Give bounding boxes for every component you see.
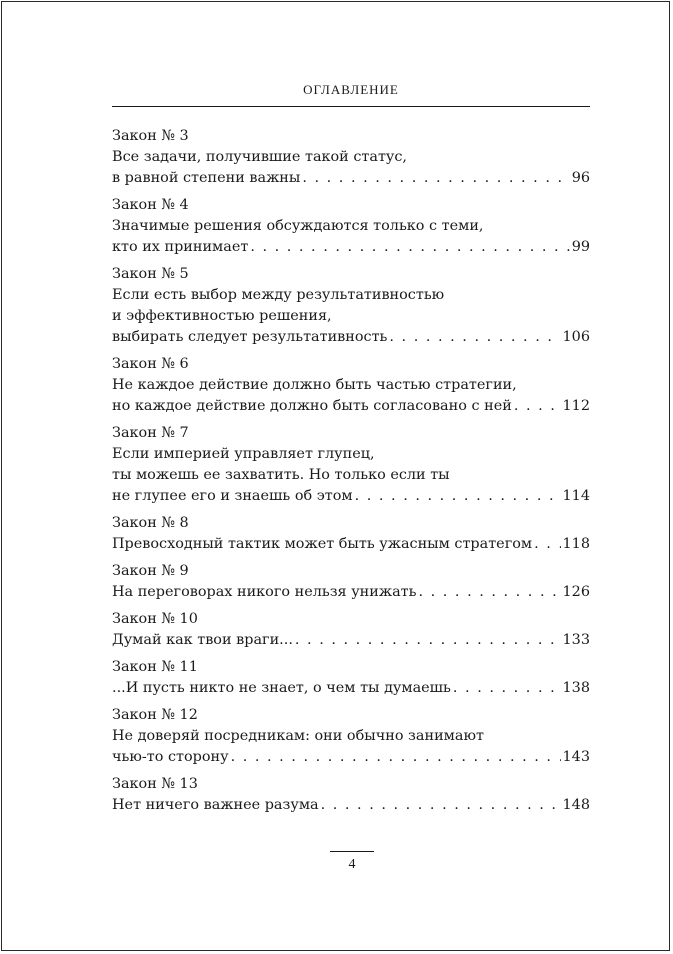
toc-last-line	[112, 237, 590, 258]
toc-title-line: Не доверяй посредникам: они обычно занимают	[112, 728, 484, 744]
dot-leader	[355, 486, 561, 507]
running-head: ОГЛАВЛЕНИЕ	[303, 82, 399, 97]
toc-title-line: и эффективностью решения,	[112, 308, 332, 324]
toc-title-line: Превосходный тактик может быть ужасным стратегом	[112, 536, 533, 552]
dot-leader	[250, 237, 569, 258]
toc-entry[interactable]	[112, 195, 590, 258]
dot-leader	[389, 327, 560, 348]
header-rule	[112, 106, 590, 107]
toc-last-line	[112, 168, 590, 189]
toc-last-line	[112, 747, 590, 768]
dot-leader	[418, 582, 560, 603]
toc-page-number[interactable]: 118	[562, 536, 590, 552]
toc-title-line: Не каждое действие должно быть частью стратегии,	[112, 377, 517, 393]
toc-entry[interactable]	[112, 264, 590, 348]
toc-title-line: кто их принимает	[112, 239, 249, 255]
toc-page-number[interactable]: 126	[562, 584, 590, 600]
toc-law-number: Закон № 13	[112, 776, 198, 792]
toc-law-number: Закон № 7	[112, 425, 189, 441]
toc-entry[interactable]	[112, 609, 590, 651]
toc-title-line: Думай как твои враги...	[112, 632, 293, 648]
toc-law-number: Закон № 8	[112, 515, 189, 531]
toc-entry[interactable]	[112, 774, 590, 816]
toc-title-line: чью-то сторону	[112, 749, 229, 765]
dot-leader	[302, 168, 569, 189]
toc-page-number[interactable]: 96	[571, 170, 590, 186]
toc-page-number[interactable]: 143	[562, 749, 590, 765]
toc-title-line: выбирать следует результативность	[112, 329, 388, 345]
toc-last-line	[112, 534, 590, 555]
toc-title-line: Все задачи, получившие такой статус,	[112, 149, 408, 165]
toc-law-number: Закон № 6	[112, 356, 189, 372]
toc-title-line: Значимые решения обсуждаются только с теми,	[112, 218, 484, 234]
toc-page-number[interactable]: 138	[562, 680, 590, 696]
dot-leader	[295, 630, 561, 651]
toc-law-number: Закон № 10	[112, 611, 198, 627]
toc-entry[interactable]	[112, 561, 590, 603]
toc-title-line: в равной степени важны	[112, 170, 301, 186]
toc-law-number: Закон № 5	[112, 266, 189, 282]
toc-page-number[interactable]: 114	[562, 488, 590, 504]
toc-law-number: Закон № 3	[112, 128, 189, 144]
toc-title-line: но каждое действие должно быть согласовано с ней	[112, 398, 512, 414]
toc-last-line	[112, 630, 590, 651]
toc-title-line: не глупее его и знаешь об этом	[112, 488, 353, 504]
toc-last-line	[112, 582, 590, 603]
toc-law-number: Закон № 4	[112, 197, 189, 213]
toc-law-number: Закон № 9	[112, 563, 189, 579]
toc-title-line: Нет ничего важнее разума	[112, 797, 319, 813]
toc-title-line: ...И пусть никто не знает, о чем ты думаешь	[112, 680, 451, 696]
toc-law-number: Закон № 11	[112, 659, 198, 675]
dot-leader	[534, 534, 560, 555]
footer-rule	[330, 851, 374, 852]
toc-last-line	[112, 795, 590, 816]
toc-title-line: Если империей управляет глупец,	[112, 446, 375, 462]
dot-leader	[321, 795, 561, 816]
toc-entry[interactable]	[112, 423, 590, 507]
toc-entry[interactable]	[112, 126, 590, 189]
toc-page-number[interactable]: 99	[571, 239, 590, 255]
dot-leader	[514, 396, 561, 417]
toc-law-number: Закон № 12	[112, 707, 198, 723]
toc-last-line	[112, 486, 590, 507]
toc-entry[interactable]	[112, 705, 590, 768]
toc-entry[interactable]	[112, 354, 590, 417]
dot-leader	[453, 678, 561, 699]
toc-page-number[interactable]: 112	[562, 398, 590, 414]
toc-page-number[interactable]: 148	[562, 797, 590, 813]
toc-page-number[interactable]: 106	[562, 329, 590, 345]
toc-entry[interactable]	[112, 657, 590, 699]
toc-page-number[interactable]: 133	[562, 632, 590, 648]
toc-last-line	[112, 327, 590, 348]
toc-title-line: На переговорах никого нельзя унижать	[112, 584, 417, 600]
toc-title-line: ты можешь ее захватить. Но только если ты	[112, 467, 450, 483]
toc-last-line	[112, 678, 590, 699]
toc-entry[interactable]	[112, 513, 590, 555]
toc-last-line	[112, 396, 590, 417]
dot-leader	[231, 747, 561, 768]
page-number: 4	[348, 857, 356, 872]
toc-title-line: Если есть выбор между результативностью	[112, 287, 445, 303]
table-of-contents	[112, 126, 590, 822]
